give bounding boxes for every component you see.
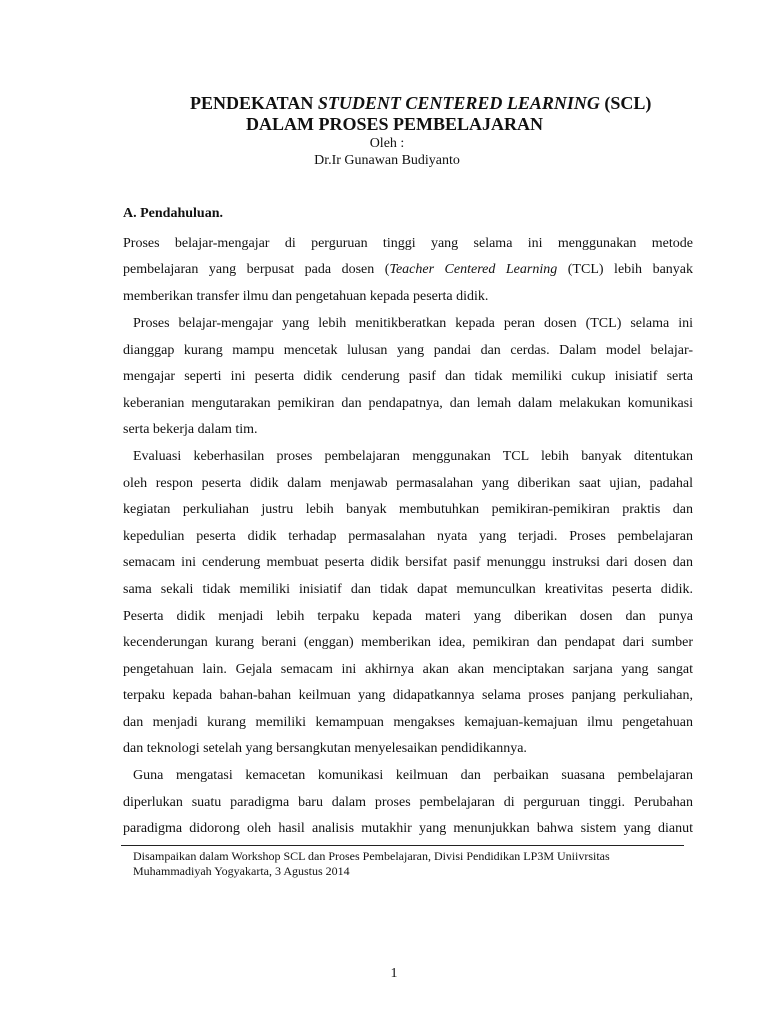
paragraph-line: Peserta didik menjadi lebih terpaku kepada materi yang diberikan dosen dan punya: [123, 609, 693, 624]
paragraph-line: diperlukan suatu paradigma baru dalam proses pembelajaran di perguruan tinggi. Perubahan: [123, 795, 693, 810]
title-italic-part: STUDENT CENTERED LEARNING: [317, 93, 600, 113]
paragraph-line: pengetahuan lain. Gejala semacam ini akhirnya akan akan menciptakan sarjana yang sangat: [123, 662, 693, 677]
footnote-line: Muhammadiyah Yogyakarta, 3 Agustus 2014: [133, 864, 350, 878]
paragraph-line: oleh respon peserta didik dalam menjawab permasalahan yang diberikan saat ujian, padahal: [123, 476, 693, 491]
paragraph-line: kegiatan perkuliahan justru lebih banyak membutuhkan pemikiran-pemikiran praktis dan: [123, 502, 693, 517]
paragraph-line: memberikan transfer ilmu dan pengetahuan kepada peserta didik.: [123, 289, 489, 304]
paragraph-line: dan teknologi setelah yang bersangkutan menyelesaikan pendidikannya.: [123, 741, 527, 756]
section-heading: A. Pendahuluan.: [123, 206, 223, 221]
paragraph-line: sama sekali tidak memiliki inisiatif dan tidak dapat memunculkan kreativitas peserta didik.: [123, 582, 693, 597]
byline-oleh: Oleh :: [369, 136, 405, 151]
paragraph-line: dan menjadi kurang memiliki kemampuan mengakses kemajuan-kemajuan ilmu pengetahuan: [123, 715, 693, 730]
paragraph-line: dianggap kurang mampu mencetak lulusan yang pandai dan cerdas. Dalam model belajar-: [123, 343, 693, 358]
paragraph-line: Proses belajar-mengajar yang lebih menitikberatkan kepada peran dosen (TCL) selama ini: [133, 316, 693, 331]
paragraph-line: keberanian mengutarakan pemikiran dan pendapatnya, dan lemah dalam melakukan komunikasi: [123, 396, 693, 411]
paragraph-line: semacam ini cenderung membuat peserta didik bersifat pasif menunggu instruksi dari dosen dan: [123, 555, 693, 570]
footnote-separator: [121, 845, 684, 846]
title-text-part: PENDEKATAN: [190, 93, 318, 113]
paragraph-line: Guna mengatasi kemacetan komunikasi keilmuan dan perbaikan suasana pembelajaran: [133, 768, 693, 783]
paragraph-line: Proses belajar-mengajar di perguruan tinggi yang selama ini menggunakan metode: [123, 236, 693, 251]
paragraph-line: [123, 262, 693, 278]
page-number: 1: [390, 966, 398, 981]
paragraph-line: mengajar seperti ini peserta didik cenderung pasif dan tidak memiliki cukup inisiatif serta: [123, 369, 693, 384]
paragraph-line: kecenderungan kurang berani (enggan) memberikan idea, pemikiran dan pendapat dari sumber: [123, 635, 693, 650]
footnote-line: Disampaikan dalam Workshop SCL dan Proses Pembelajaran, Divisi Pendidikan LP3M Uniivrsitas: [133, 849, 610, 863]
paragraph-line: kepedulian peserta didik terhadap permasalahan nyata yang terjadi. Proses pembelajaran: [123, 529, 693, 544]
text-part: pembelajaran yang berpusat pada dosen (: [123, 262, 390, 277]
text-part: (TCL) lebih banyak: [557, 262, 693, 277]
paragraph-line: Evaluasi keberhasilan proses pembelajaran menggunakan TCL lebih banyak ditentukan: [133, 449, 693, 464]
italic-term: Teacher Centered Learning: [389, 262, 558, 277]
paragraph-line: terpaku kepada bahan-bahan keilmuan yang didapatkannya selama proses panjang perkuliahan,: [123, 688, 693, 703]
title-text-part: (SCL): [599, 93, 652, 113]
title-line-2: DALAM PROSES PEMBELAJARAN: [246, 114, 544, 134]
title-line-1: [190, 93, 651, 113]
paragraph-line: serta bekerja dalam tim.: [123, 422, 258, 437]
paragraph-line: paradigma didorong oleh hasil analisis mutakhir yang menunjukkan bahwa sistem yang dianut: [123, 821, 693, 836]
author-name: Dr.Ir Gunawan Budiyanto: [314, 153, 460, 168]
